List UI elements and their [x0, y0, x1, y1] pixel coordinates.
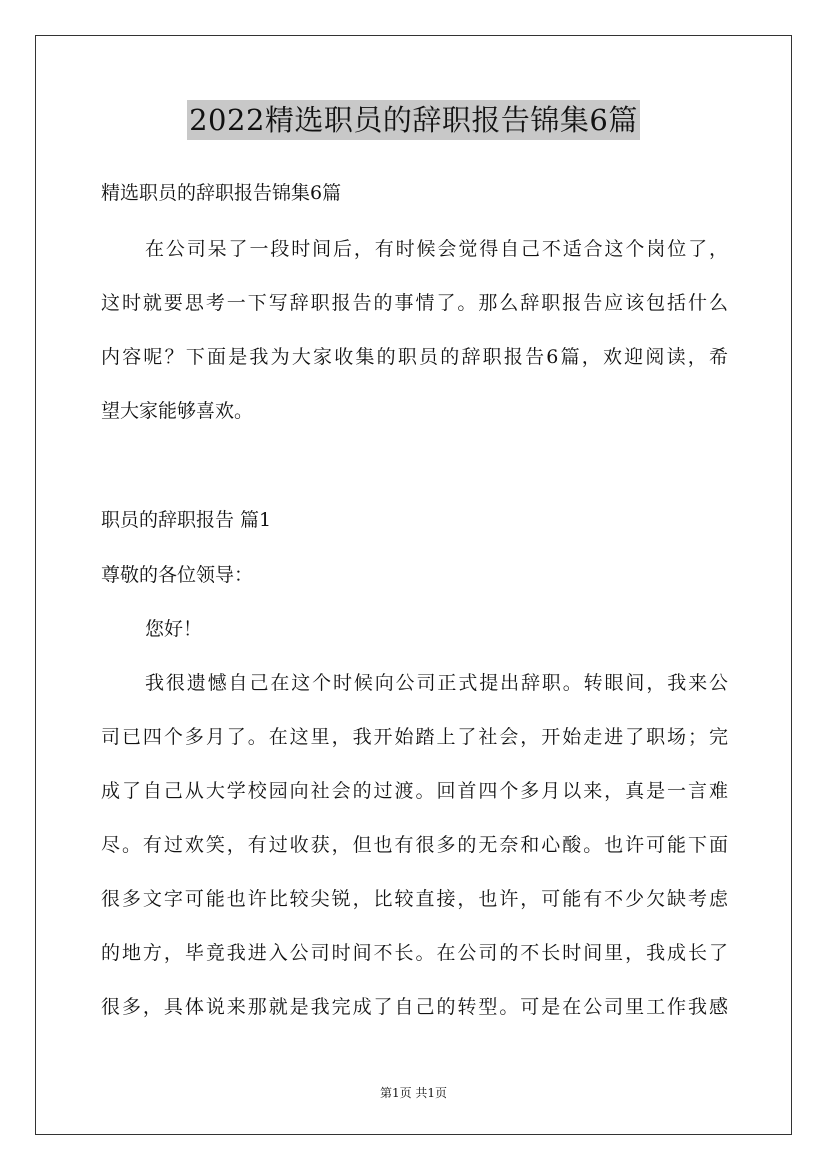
intro-line-3: 内容呢？下面是我为大家收集的职员的辞职报告6篇，欢迎阅读，希 [101, 346, 728, 368]
salutation: 尊敬的各位领导： [101, 564, 254, 586]
intro-line-2: 这时就要思考一下写辞职报告的事情了。那么辞职报告应该包括什么 [101, 292, 728, 314]
document-subtitle: 精选职员的辞职报告锦集6篇 [101, 182, 342, 204]
body-line-4: 尽。有过欢笑，有过收获，但也有很多的无奈和心酸。也许可能下面 [101, 834, 728, 856]
body-line-1: 我很遗憾自己在这个时候向公司正式提出辞职。转眼间，我来公 [145, 672, 728, 694]
title-container [0, 100, 827, 140]
body-line-6: 的地方，毕竟我进入公司时间不长。在公司的不长时间里，我成长了 [101, 942, 728, 964]
body-line-5: 很多文字可能也许比较尖锐，比较直接，也许，可能有不少欠缺考虑 [101, 888, 728, 910]
greeting: 您好！ [145, 618, 203, 640]
section-heading: 职员的辞职报告 篇1 [101, 509, 272, 531]
document-title: 2022精选职员的辞职报告锦集6篇 [187, 100, 640, 140]
body-line-2: 司已四个多月了。在这里，我开始踏上了社会，开始走进了职场；完 [101, 726, 728, 748]
body-line-3: 成了自己从大学校园向社会的过渡。回首四个多月以来，真是一言难 [101, 780, 728, 802]
page-footer: 第1页 共1页 [379, 1086, 448, 1100]
intro-line-1: 在公司呆了一段时间后，有时候会觉得自己不适合这个岗位了， [145, 238, 728, 260]
body-line-7: 很多，具体说来那就是我完成了自己的转型。可是在公司里工作我感 [101, 996, 728, 1018]
intro-line-4: 望大家能够喜欢。 [101, 400, 254, 422]
